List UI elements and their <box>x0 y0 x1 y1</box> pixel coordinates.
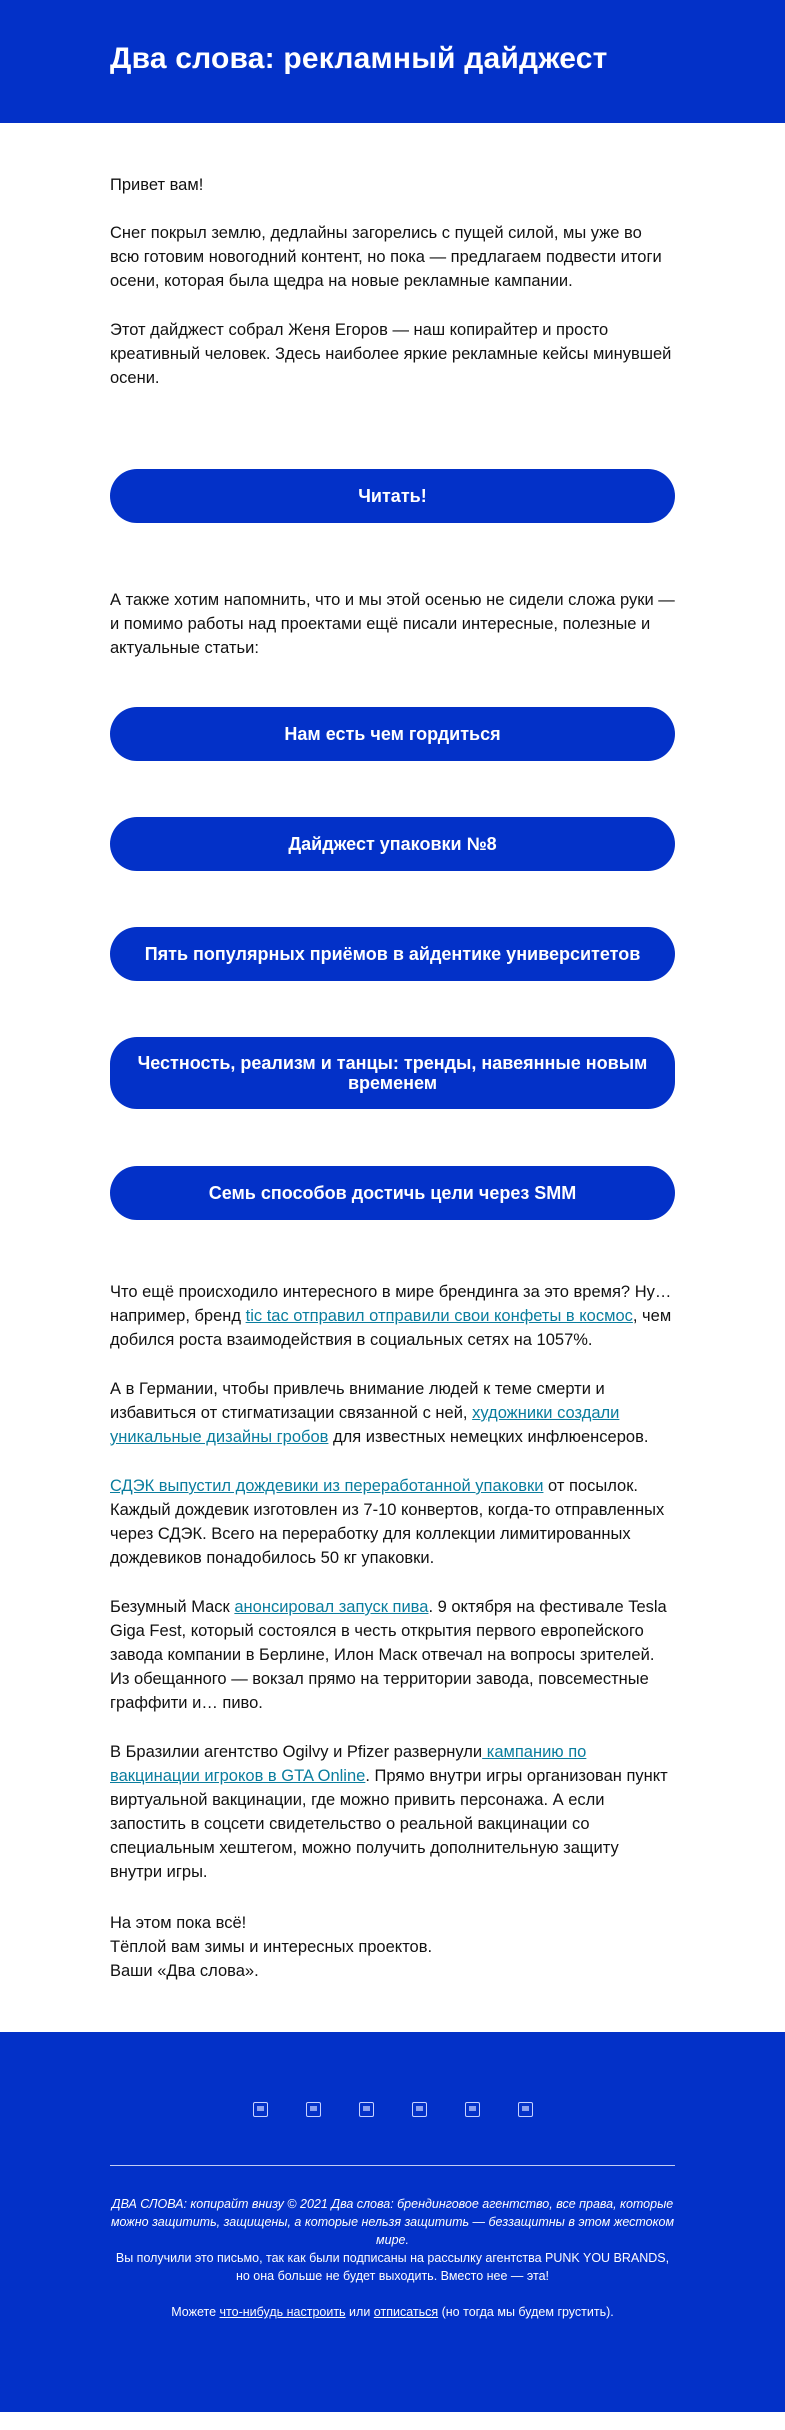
news-musk <box>110 1595 675 1715</box>
news-text: Что ещё происходило интересного в мире брендинга за это время? Ну… например, бренд <box>110 1283 672 1325</box>
news-text: Безумный Маск <box>110 1598 235 1616</box>
social-icon-6[interactable] <box>518 2102 533 2117</box>
read-button[interactable]: Читать! <box>110 469 675 523</box>
coffins-link[interactable]: художники создали уникальные дизайны гробов <box>110 1404 620 1446</box>
articles-intro: А также хотим напомнить, что и мы этой осенью не сидели сложа руки — и помимо работы над проектами ещё писали интересные, полезные и актуальные статьи: <box>110 591 675 657</box>
news-text: , чем добился роста взаимодействия в социальных сетях на 1057%. <box>110 1307 672 1349</box>
footer-text <box>110 2195 675 2321</box>
signoff-line-2: Тёплой вам зимы и интересных проектов. <box>110 1938 433 1956</box>
article-button-trends[interactable]: Честность, реализм и танцы: тренды, навеянные новым временем <box>110 1037 675 1109</box>
tictac-link[interactable]: tic tac отправил отправили свои конфеты в космос <box>245 1307 633 1325</box>
signoff-line-1: На этом пока всё! <box>110 1914 247 1932</box>
social-icon-1[interactable] <box>253 2102 268 2117</box>
social-icon-2[interactable] <box>306 2102 321 2117</box>
article-button-smm[interactable]: Семь способов достичь цели через SMM <box>110 1166 675 1220</box>
news-gta <box>110 1740 675 1884</box>
signoff <box>110 1911 432 1983</box>
news-text: А в Германии, чтобы привлечь внимание людей к теме смерти и избавиться от стигматизации связанной с ней, <box>110 1380 605 1422</box>
greeting: Привет вам! <box>110 176 204 194</box>
news-tictac <box>110 1280 675 1352</box>
footer-divider <box>110 2165 675 2166</box>
article-button-packaging-digest[interactable]: Дайджест упаковки №8 <box>110 817 675 871</box>
news-text: . Прямо внутри игры организован пункт виртуальной вакцинации, где можно привить персонажа. А если запостить в соцсети свидетельство о реальной вакцинации со специальным хештегом, можно получить дополнительную защиту внутри игры. <box>110 1767 668 1881</box>
email-footer <box>0 2032 785 2412</box>
intro-paragraph-1: Снег покрыл землю, дедлайны загорелись с пущей силой, мы уже во всю готовим новогодний контент, но пока — предлагаем подвести итоги осени, которая была щедра на новые рекламные кампании. <box>110 224 662 290</box>
news-cdek <box>110 1474 675 1570</box>
signoff-line-3: Ваши «Два слова». <box>110 1962 259 1980</box>
article-button-university-identity[interactable]: Пять популярных приёмов в айдентике университетов <box>110 927 675 981</box>
news-text: для известных немецких инфлюенсеров. <box>328 1428 649 1446</box>
copyright-text: ДВА СЛОВА: копирайт внизу © 2021 Два слова: брендинговое агентство, все права, которые можно защитить, защищены, а которые нельзя защитить — беззащитны в этом жестоком мире. <box>110 2197 675 2247</box>
subscription-notice: Вы получили это письмо, так как были подписаны на рассылку агентства PUNK YOU BRANDS, но она больше не будет выходить. Вместо нее — эта! <box>115 2251 670 2283</box>
social-icon-4[interactable] <box>412 2102 427 2117</box>
news-text: от посылок. Каждый дождевик изготовлен из 7-10 конвертов, когда-то отправленных через СДЭК. Всего на переработку для коллекции лимитированных дождевиков понадобилось 50 кг упаковки. <box>110 1477 665 1567</box>
email-header <box>0 0 785 123</box>
manage-text: Можете <box>171 2305 220 2319</box>
manage-text: или <box>345 2305 374 2319</box>
social-icon-5[interactable] <box>465 2102 480 2117</box>
unsubscribe-link[interactable]: отписаться <box>373 2305 439 2319</box>
news-text: В Бразилии агентство Ogilvy и Pfizer развернули <box>110 1743 483 1761</box>
social-icon-3[interactable] <box>359 2102 374 2117</box>
page-title: Два слова: рекламный дайджест <box>110 42 608 75</box>
article-button-proud[interactable]: Нам есть чем гордиться <box>110 707 675 761</box>
cdek-link[interactable]: СДЭК выпустил дождевики из переработанной упаковки <box>110 1477 544 1495</box>
news-text: . 9 октября на фестивале Tesla Giga Fest, который состоялся в честь открытия первого европейского завода компании в Берлине, Илон Маск отвечал на вопросы зрителей. Из обещанного — вокзал прямо на территории завода, повсеместные граффити и… пиво. <box>110 1598 667 1712</box>
news-coffins <box>110 1377 675 1449</box>
gta-vaccination-link[interactable]: кампанию по вакцинации игроков в GTA Online <box>110 1743 587 1785</box>
musk-beer-link[interactable]: анонсировал запуск пива <box>234 1598 429 1616</box>
settings-link[interactable]: что-нибудь настроить <box>219 2305 346 2319</box>
manage-subscription <box>110 2303 675 2321</box>
social-links <box>0 2102 785 2117</box>
intro-paragraph-2: Этот дайджест собрал Женя Егоров — наш копирайтер и просто креативный человек. Здесь наиболее яркие рекламные кейсы минувшей осени. <box>110 321 672 387</box>
manage-text: (но тогда мы будем грустить). <box>438 2305 614 2319</box>
